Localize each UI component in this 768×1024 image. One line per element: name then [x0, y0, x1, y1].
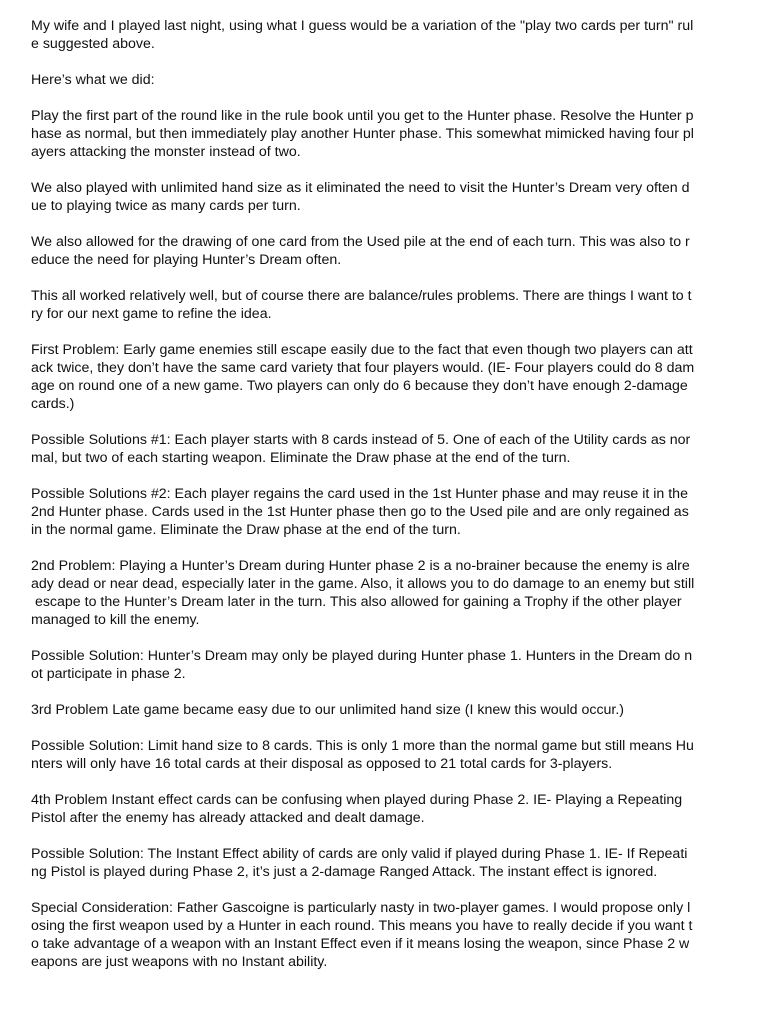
text-line: ng Pistol is played during Phase 2, it’s just a 2-damage Ranged Attack. The instant effect is ignored.: [31, 864, 658, 880]
document-body: [31, 17, 737, 989]
paragraph: [31, 557, 737, 629]
text-line: ayers attacking the monster instead of two.: [31, 144, 301, 160]
text-line: eapons are just weapons with no Instant ability.: [31, 954, 328, 970]
text-line: o take advantage of a weapon with an Instant Effect even if it means losing the weapon, since Phase 2 w: [31, 936, 690, 952]
text-line: ry for our next game to refine the idea.: [31, 306, 272, 322]
text-line: age on round one of a new game. Two players can only do 6 because they don’t have enough 2-damage: [31, 378, 688, 394]
text-line: Here’s what we did:: [31, 72, 155, 88]
text-line: First Problem: Early game enemies still escape easily due to the fact that even though two players can att: [31, 342, 693, 358]
text-line: escape to the Hunter’s Dream later in the turn. This also allowed for gaining a Trophy if the other player: [31, 594, 682, 610]
paragraph: [31, 701, 737, 719]
text-line: 2nd Problem: Playing a Hunter’s Dream during Hunter phase 2 is a no-brainer because the enemy is alre: [31, 558, 690, 574]
text-line: nters will only have 16 total cards at their disposal as opposed to 21 total cards for 3-players.: [31, 756, 613, 772]
text-line: Possible Solution: Limit hand size to 8 cards. This is only 1 more than the normal game but still means Hu: [31, 738, 694, 754]
text-line: Special Consideration: Father Gascoigne is particularly nasty in two-player games. I would propose only l: [31, 900, 691, 916]
text-line: My wife and I played last night, using what I guess would be a variation of the "play two cards per turn" rul: [31, 18, 694, 34]
text-line: 2nd Hunter phase. Cards used in the 1st Hunter phase then go to the Used pile and are only regained as: [31, 504, 689, 520]
text-line: ot participate in phase 2.: [31, 666, 186, 682]
text-line: We also played with unlimited hand size as it eliminated the need to visit the Hunter’s Dream very often d: [31, 180, 690, 196]
paragraph: [31, 107, 737, 161]
text-line: ady dead or near dead, especially later in the game. Also, it allows you to do damage to an enemy but still: [31, 576, 695, 592]
text-line: mal, but two of each starting weapon. Eliminate the Draw phase at the end of the turn.: [31, 450, 571, 466]
text-line: 4th Problem Instant effect cards can be confusing when played during Phase 2. IE- Playing a Repeating: [31, 792, 683, 808]
paragraph: [31, 287, 737, 323]
text-line: osing the first weapon used by a Hunter in each round. This means you have to really decide if you want t: [31, 918, 693, 934]
text-line: cards.): [31, 396, 75, 412]
text-line: Possible Solutions #1: Each player starts with 8 cards instead of 5. One of each of the Utility cards as nor: [31, 432, 691, 448]
paragraph: [31, 431, 737, 467]
text-line: Possible Solution: Hunter’s Dream may only be played during Hunter phase 1. Hunters in the Dream do n: [31, 648, 693, 664]
paragraph: [31, 71, 737, 89]
text-line: Play the first part of the round like in the rule book until you get to the Hunter phase. Resolve the Hunter p: [31, 108, 694, 124]
text-line: ack twice, they don’t have the same card variety that four players would. (IE- Four players could do 8 dam: [31, 360, 695, 376]
text-line: ue to playing twice as many cards per turn.: [31, 198, 301, 214]
paragraph: [31, 179, 737, 215]
paragraph: [31, 341, 737, 413]
text-line: educe the need for playing Hunter’s Dream often.: [31, 252, 342, 268]
text-line: managed to kill the enemy.: [31, 612, 200, 628]
text-line: Possible Solution: The Instant Effect ability of cards are only valid if played during Phase 1. IE- If Repeati: [31, 846, 688, 862]
paragraph: [31, 845, 737, 881]
text-line: Possible Solutions #2: Each player regains the card used in the 1st Hunter phase and may reuse it in the: [31, 486, 688, 502]
paragraph: [31, 485, 737, 539]
text-line: hase as normal, but then immediately play another Hunter phase. This somewhat mimicked having four pl: [31, 126, 694, 142]
text-line: in the normal game. Eliminate the Draw phase at the end of the turn.: [31, 522, 461, 538]
paragraph: [31, 17, 737, 53]
paragraph: [31, 791, 737, 827]
paragraph: [31, 899, 737, 971]
paragraph: [31, 737, 737, 773]
paragraph: [31, 233, 737, 269]
text-line: Pistol after the enemy has already attacked and dealt damage.: [31, 810, 425, 826]
text-line: 3rd Problem Late game became easy due to our unlimited hand size (I knew this would occur.): [31, 702, 625, 718]
text-line: This all worked relatively well, but of course there are balance/rules problems. There are things I want to t: [31, 288, 692, 304]
paragraph: [31, 647, 737, 683]
text-line: e suggested above.: [31, 36, 155, 52]
text-line: We also allowed for the drawing of one card from the Used pile at the end of each turn. This was also to r: [31, 234, 690, 250]
